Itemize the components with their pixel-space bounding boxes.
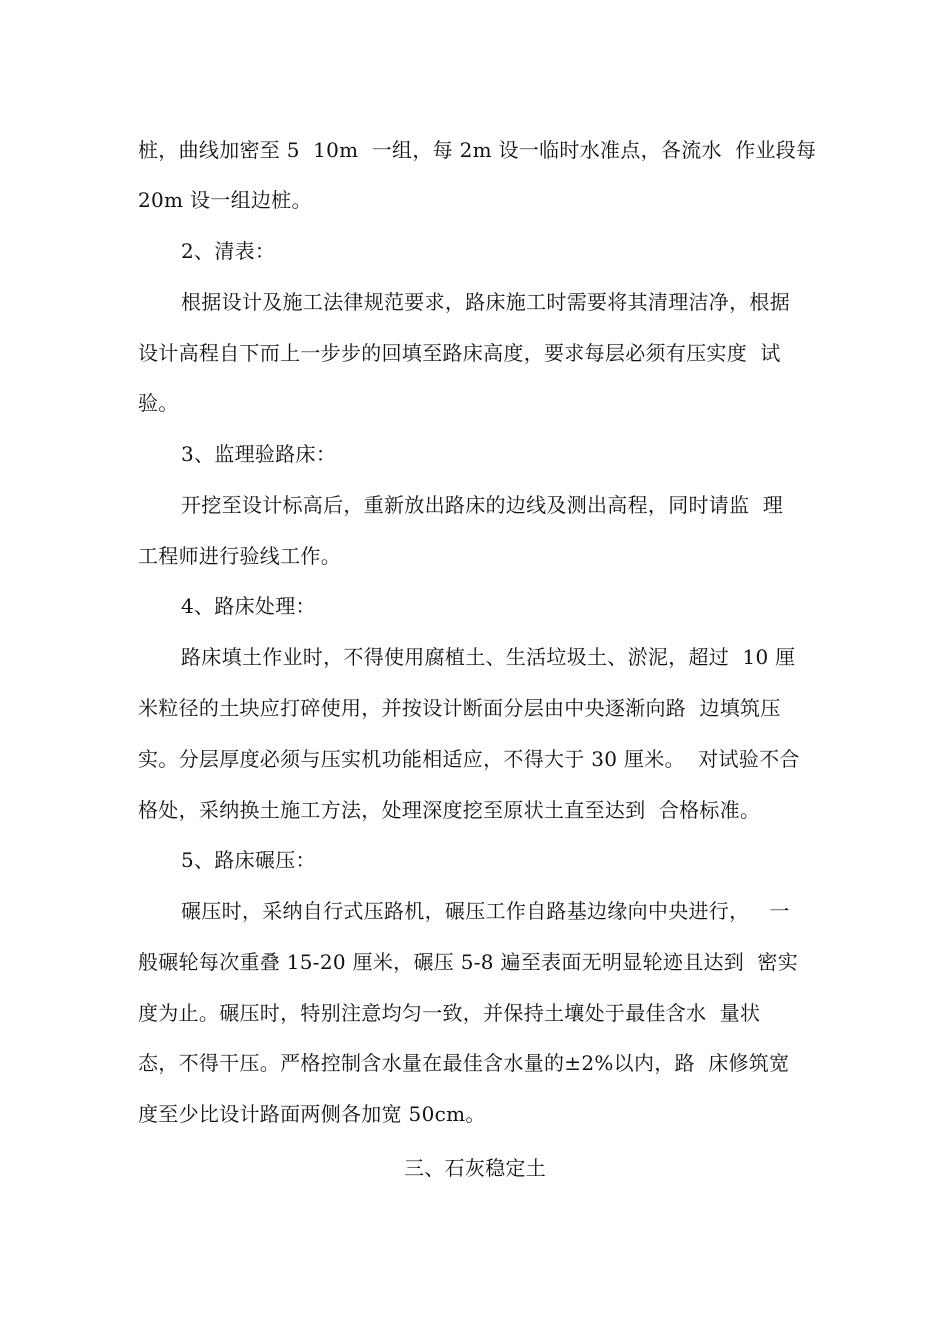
paragraph-line: 格处，采纳换土施工方法，处理深度挖至原状土直至达到 合格标准。	[138, 798, 761, 822]
paragraph-line: 度至少比设计路面两侧各加宽 50cm。	[138, 1102, 486, 1126]
section-heading-supervision: 3、监理验路床：	[181, 442, 337, 466]
paragraph-line: 碾压时，采纳自行式压路机，碾压工作自路基边缘向中央进行， 一	[181, 899, 790, 923]
paragraph-line: 设计高程自下而上一步步的回填至路床高度，要求每层必须有压实度 试	[138, 341, 781, 365]
paragraph-line: 验。	[138, 391, 179, 415]
section-heading-compaction: 5、路床碾压：	[181, 848, 316, 872]
chapter-heading: 三、石灰稳定土	[403, 1156, 547, 1180]
paragraph-line: 度为止。碾压时，特别注意均匀一致，并保持土壤处于最佳含水 量状	[138, 1001, 761, 1025]
paragraph-line: 开挖至设计标高后，重新放出路床的边线及测出高程，同时请监 理	[181, 493, 784, 517]
paragraph-line: 桩，曲线加密至 5 10m 一组，每 2m 设一临时水准点，各流水 作业段每	[138, 138, 817, 162]
paragraph-line: 米粒径的土块应打碎使用，并按设计断面分层由中央逐渐向路 边填筑压	[138, 696, 781, 720]
paragraph-line: 实。分层厚度必须与压实机功能相适应，不得大于 30 厘米。 对试验不合	[138, 747, 800, 771]
paragraph-line: 般碾轮每次重叠 15-20 厘米，碾压 5-8 遍至表面无明显轮迹且达到 密实	[138, 950, 799, 974]
paragraph-line: 20m 设一组边桩。	[138, 188, 312, 212]
section-heading-treatment: 4、路床处理：	[181, 594, 316, 618]
paragraph-line: 路床填土作业时，不得使用腐植土、生活垃圾土、淤泥，超过 10 厘	[181, 645, 796, 669]
paragraph-line: 根据设计及施工法律规范要求，路床施工时需要将其清理洁净，根据	[181, 290, 790, 314]
paragraph-line: 工程师进行验线工作。	[138, 544, 341, 568]
section-heading-clearing: 2、清表：	[181, 239, 276, 263]
paragraph-line: 态，不得干压。严格控制含水量在最佳含水量的±2%以内，路 床修筑宽	[138, 1051, 790, 1075]
